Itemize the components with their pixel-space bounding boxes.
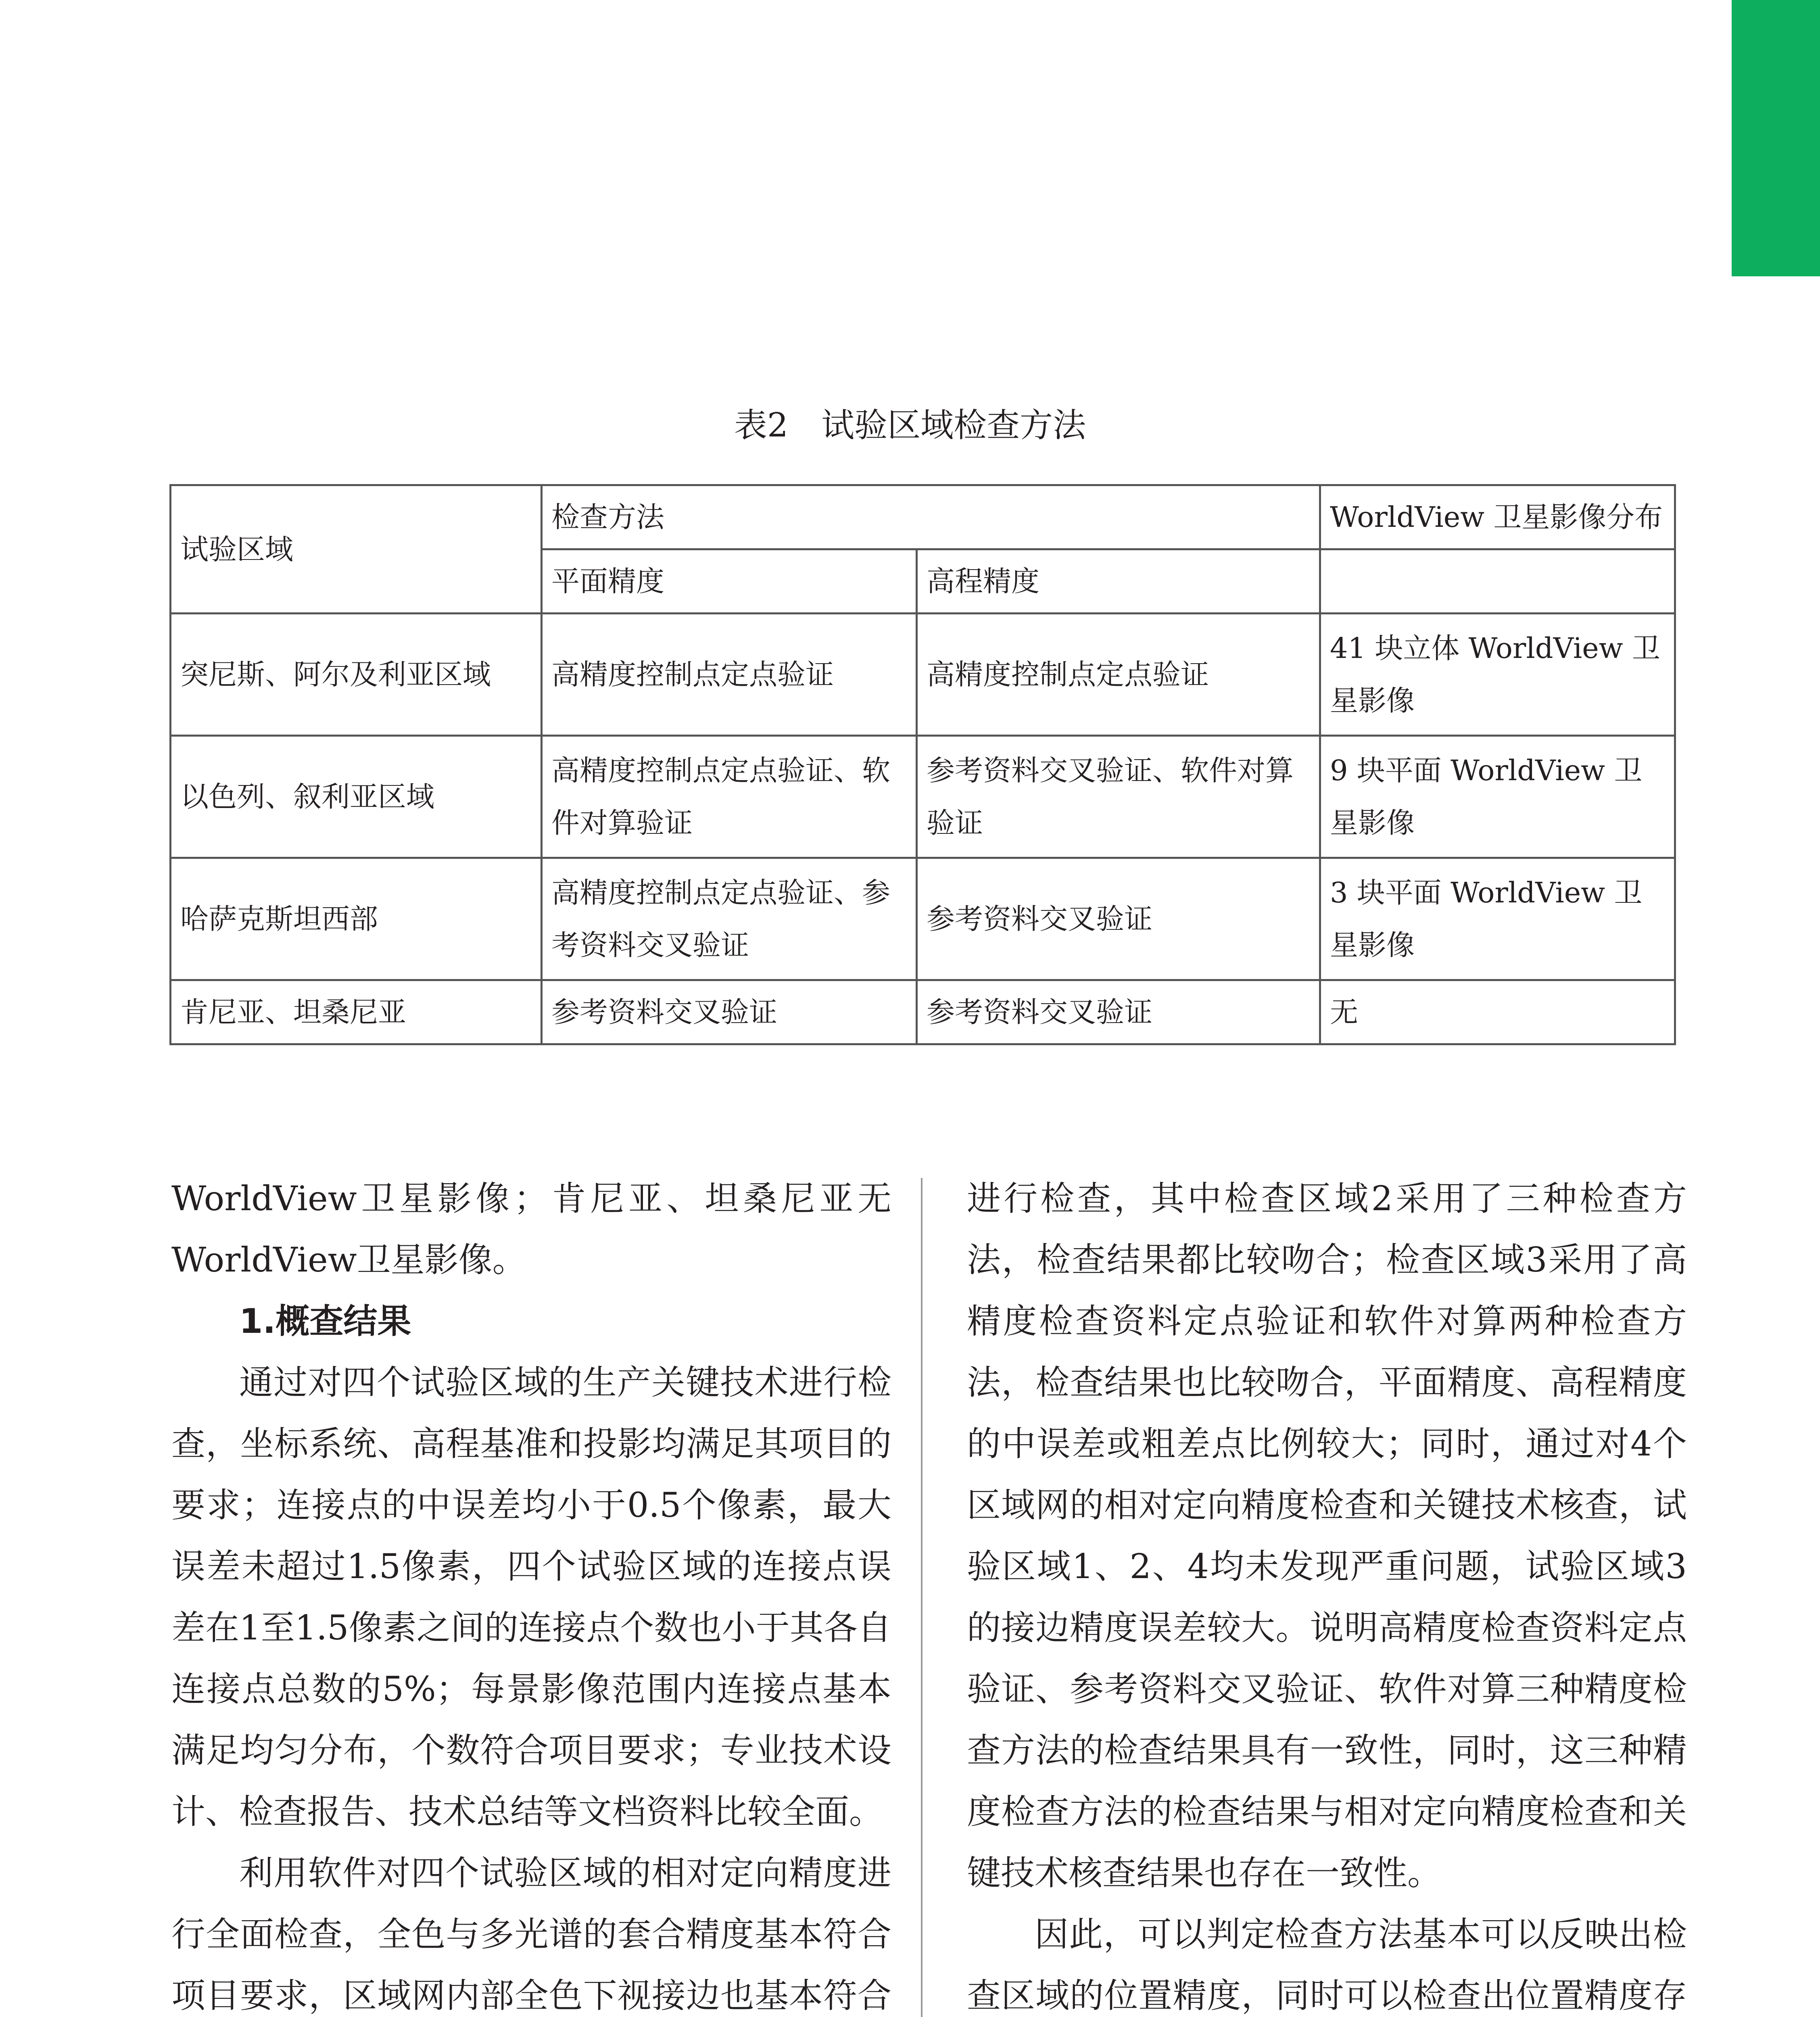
cell-plane: 参考资料交叉验证 bbox=[542, 980, 917, 1044]
cell-region: 以色列、叙利亚区域 bbox=[171, 736, 542, 858]
paragraph: WorldView卫星影像；肯尼亚、坦桑尼亚无WorldView卫星影像。 bbox=[171, 1179, 891, 1280]
header-empty-cell bbox=[1320, 549, 1675, 614]
header-plane-accuracy: 平面精度 bbox=[542, 549, 917, 614]
cell-elevation: 高精度控制点定点验证 bbox=[917, 614, 1320, 736]
inspection-method-table bbox=[169, 484, 1676, 1045]
cell-worldview: 9 块平面 WorldView 卫星影像 bbox=[1320, 736, 1675, 858]
section-tab-marker bbox=[1732, 0, 1820, 276]
header-worldview: WorldView 卫星影像分布 bbox=[1320, 485, 1675, 549]
cell-plane: 高精度控制点定点验证 bbox=[542, 614, 917, 736]
paragraph: 通过对四个试验区域的生产关键技术进行检查，坐标系统、高程基准和投影均满足其项目的要求；连接点的中误差均小于0.5个像素，最大误差未超过1.5像素，四个试验区域的连接点误差在1至1.5像素之间的连接点个数也小于其各自连接点总数的5%；每景影像范围内连接点基本满足均匀分布，个数符合项目要求；专业技术设计、检查报告、技术总结等文档资料比较全面。 bbox=[171, 1363, 891, 1831]
cell-worldview: 41 块立体 WorldView 卫星影像 bbox=[1320, 614, 1675, 736]
paragraph: 进行检查，其中检查区域2采用了三种检查方法，检查结果都比较吻合；检查区域3采用了高精度检查资料定点验证和软件对算两种检查方法，检查结果也比较吻合，平面精度、高程精度的中误差或粗差点比例较大；同时，通过对4个区域网的相对定向精度检查和关键技术核查，试验区域1、2、4均未发现严重问题，试验区域3的接边精度误差较大。说明高精度检查资料定点验证、参考资料交叉验证、软件对算三种精度检查方法的检查结果具有一致性，同时，这三种精度检查方法的检查结果与相对定向精度检查和关键技术核查结果也存在一致性。 bbox=[967, 1179, 1687, 1893]
paragraph: 利用软件对四个试验区域的相对定向精度进行全面检查，全色与多光谱的套合精度基本符合项目要求，区域网内部全色下视接边也基本符合 bbox=[171, 1853, 891, 2015]
column-divider bbox=[921, 1178, 923, 2017]
cell-worldview: 无 bbox=[1320, 980, 1675, 1044]
cell-plane: 高精度控制点定点验证、软件对算验证 bbox=[542, 736, 917, 858]
cell-elevation: 参考资料交叉验证 bbox=[917, 980, 1320, 1044]
header-method: 检查方法 bbox=[542, 485, 1320, 549]
paragraph: 因此，可以判定检查方法基本可以反映出检查区域的位置精度，同时可以检查出位置精度存 bbox=[967, 1915, 1687, 2015]
cell-elevation: 参考资料交叉验证 bbox=[917, 858, 1320, 980]
right-text-column bbox=[967, 1168, 1687, 2017]
cell-elevation: 参考资料交叉验证、软件对算验证 bbox=[917, 736, 1320, 858]
table-caption: 表2 试验区域检查方法 bbox=[734, 406, 1086, 445]
table-row bbox=[171, 736, 1675, 858]
header-region: 试验区域 bbox=[171, 485, 542, 614]
table-row bbox=[171, 980, 1675, 1044]
cell-plane: 高精度控制点定点验证、参考资料交叉验证 bbox=[542, 858, 917, 980]
header-elevation-accuracy: 高程精度 bbox=[917, 549, 1320, 614]
cell-region: 突尼斯、阿尔及利亚区域 bbox=[171, 614, 542, 736]
table-row bbox=[171, 858, 1675, 980]
left-text-column bbox=[171, 1168, 891, 2017]
table-row bbox=[171, 614, 1675, 736]
cell-region: 肯尼亚、坦桑尼亚 bbox=[171, 980, 542, 1044]
cell-region: 哈萨克斯坦西部 bbox=[171, 858, 542, 980]
cell-worldview: 3 块平面 WorldView 卫星影像 bbox=[1320, 858, 1675, 980]
section-heading-overview: 1.概查结果 bbox=[239, 1301, 411, 1341]
